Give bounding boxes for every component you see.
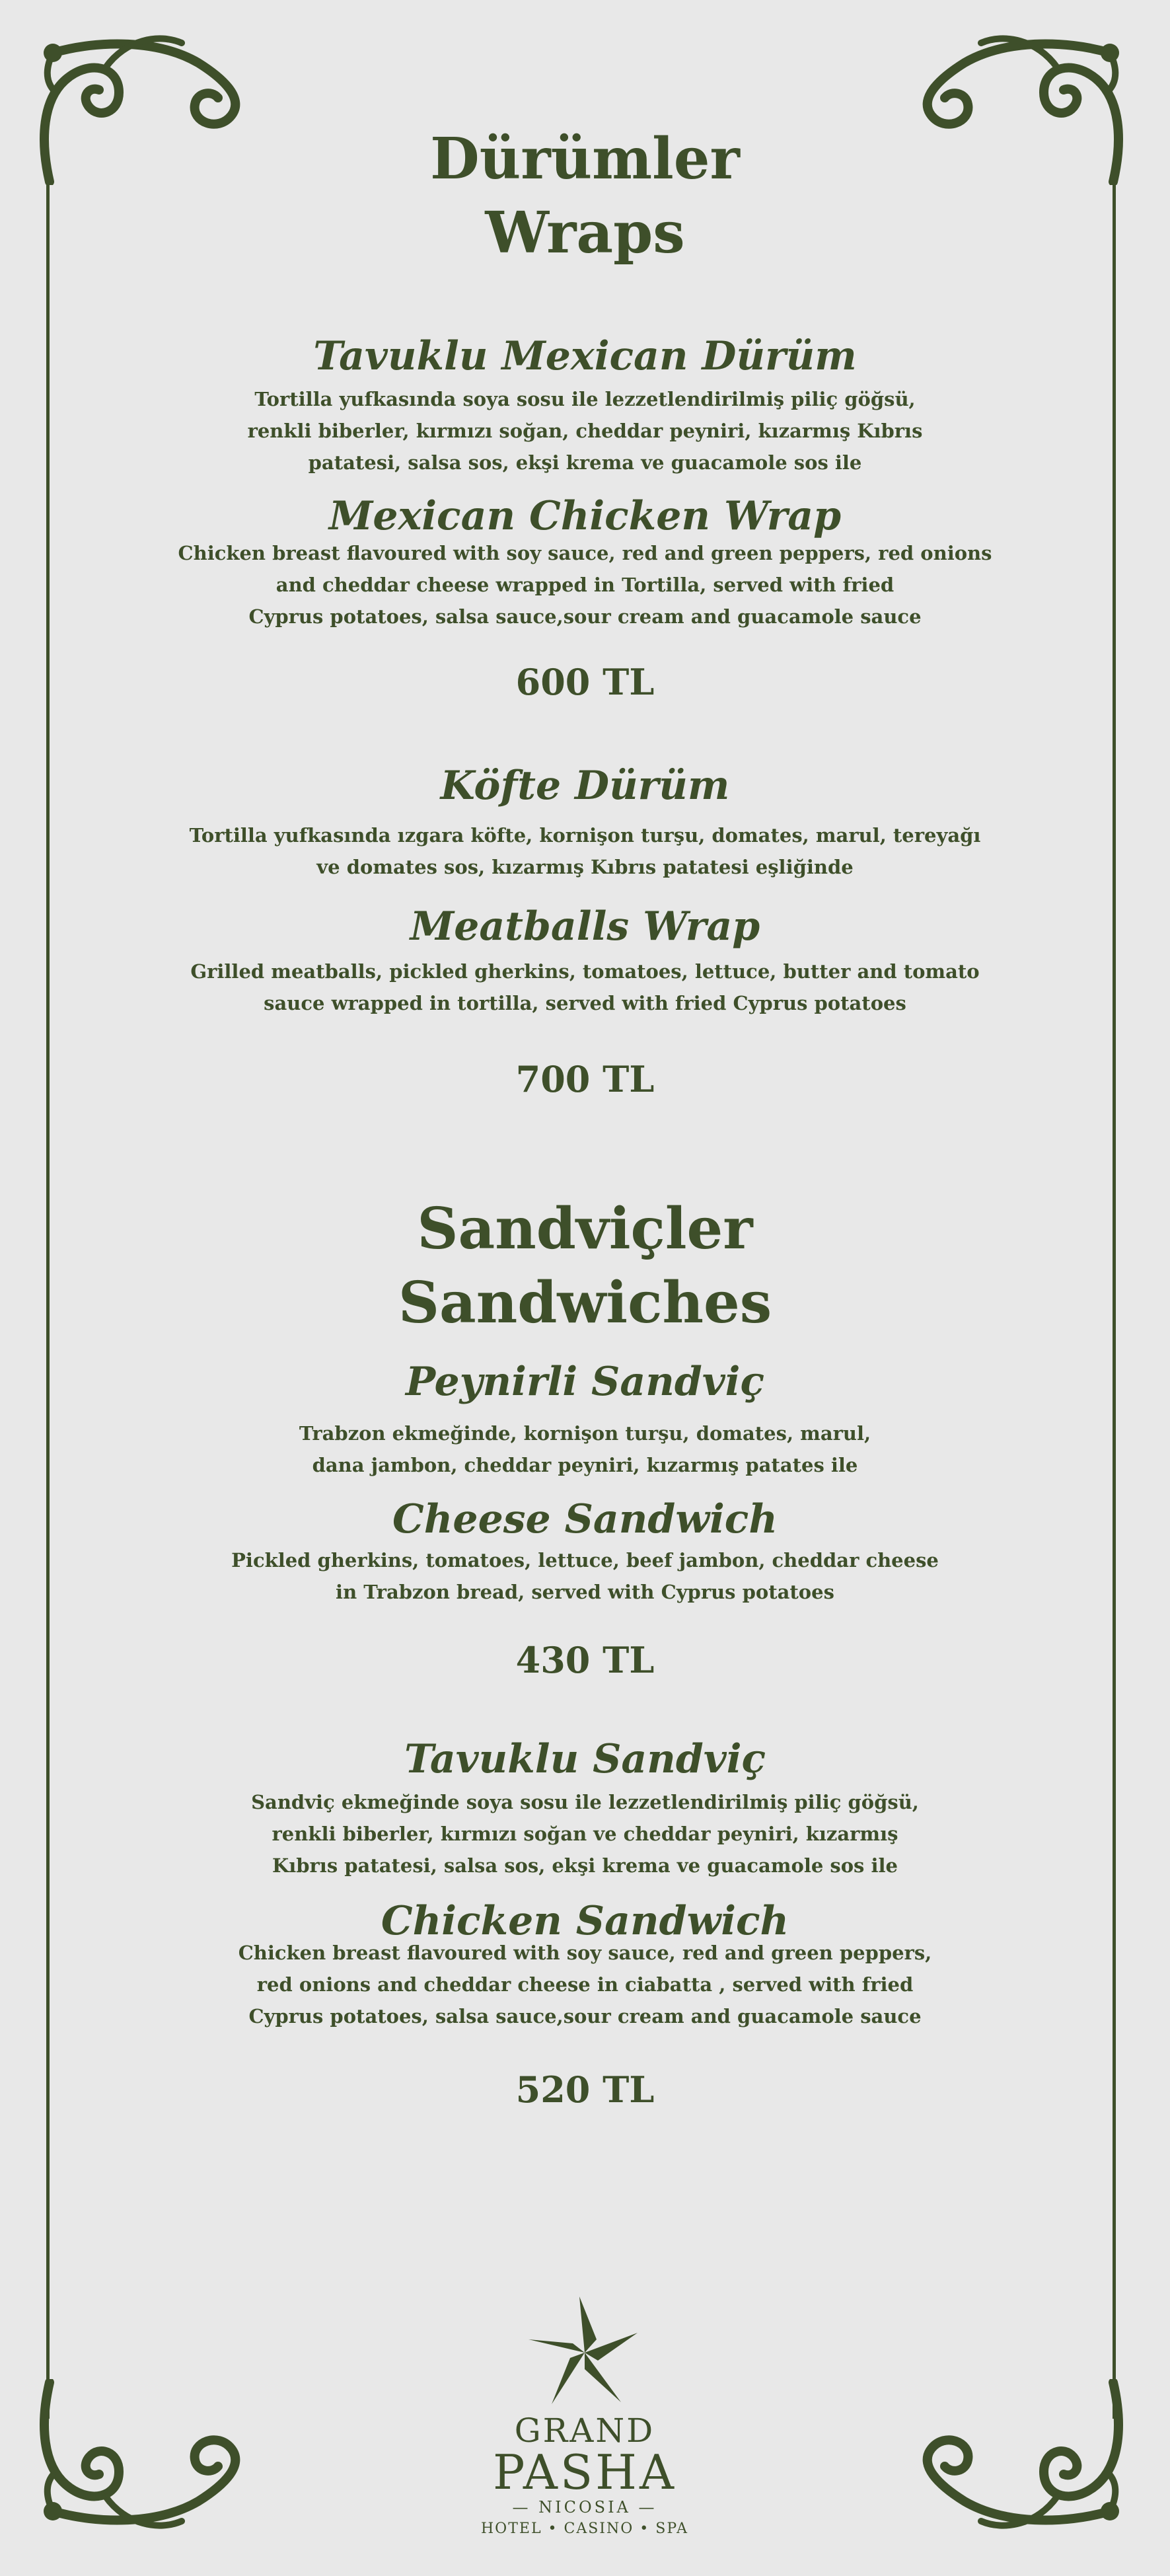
item-name-block bbox=[132, 492, 1038, 540]
item-name-en: Meatballs Wrap bbox=[410, 903, 760, 950]
item-desc-block bbox=[132, 819, 1038, 883]
item-price: 700 TL bbox=[515, 1058, 655, 1100]
item-desc-block bbox=[132, 1418, 1038, 1481]
item-desc-block bbox=[132, 537, 1038, 632]
section-title-en: Wraps bbox=[485, 200, 685, 266]
section-title-tr: Sandviçler bbox=[417, 1195, 753, 1262]
logo-text-grand: GRAND bbox=[514, 2411, 655, 2450]
section-sandwiches-heading bbox=[132, 1192, 1038, 1340]
menu-item-mexican-chicken-wrap bbox=[132, 332, 1038, 380]
item-desc-block bbox=[132, 1937, 1038, 2032]
item-desc-block bbox=[132, 1544, 1038, 1608]
item-description-en: Grilled meatballs, pickled gherkins, tomatoes, lettuce, butter and tomato sauce wrapped in tortilla, served with fried Cyprus potatoes bbox=[190, 960, 980, 1014]
item-price-block bbox=[132, 659, 1038, 705]
section-title-en: Sandwiches bbox=[398, 1269, 772, 1336]
frame-right-border bbox=[1113, 159, 1116, 2419]
item-desc-block bbox=[132, 956, 1038, 1019]
item-name-block bbox=[132, 903, 1038, 950]
item-desc-block bbox=[132, 383, 1038, 478]
section-title-tr: Dürümler bbox=[430, 126, 740, 192]
menu-item-meatballs-wrap bbox=[132, 762, 1038, 810]
logo-text-nicosia: — NICOSIA — bbox=[512, 2498, 657, 2517]
item-price: 600 TL bbox=[515, 661, 655, 703]
item-price: 430 TL bbox=[515, 1639, 655, 1681]
item-description-tr: Trabzon ekmeğinde, kornişon turşu, domates, marul, dana jambon, cheddar peyniri, kızarmış patates ile bbox=[299, 1422, 871, 1476]
item-name-tr: Köfte Dürüm bbox=[440, 763, 730, 809]
item-description-en: Pickled gherkins, tomatoes, lettuce, beef jambon, cheddar cheese in Trabzon bread, served with Cyprus potatoes bbox=[231, 1549, 939, 1603]
item-name-block bbox=[132, 1496, 1038, 1543]
logo-text-tagline: HOTEL • CASINO • SPA bbox=[480, 2520, 688, 2537]
item-desc-block bbox=[132, 1786, 1038, 1881]
item-description-tr: Sandviç ekmeğinde soya sosu ile lezzetlendirilmiş piliç göğsü, renkli biberler, kırmızı soğan ve cheddar peyniri, kızarmış Kıbrıs patatesi, salsa sos, ekşi krema ve guacamole sos ile bbox=[251, 1791, 919, 1877]
item-price-block bbox=[132, 1056, 1038, 1102]
item-price-block bbox=[132, 2066, 1038, 2113]
item-description-tr: Tortilla yufkasında ızgara köfte, kornişon turşu, domates, marul, tereyağı ve domates sos, kızarmış Kıbrıs patatesi eşliğinde bbox=[189, 824, 981, 878]
section-wraps-heading bbox=[132, 122, 1038, 270]
star-logo-icon bbox=[525, 2293, 644, 2412]
item-price: 520 TL bbox=[515, 2068, 655, 2111]
logo-text-pasha: PASHA bbox=[493, 2444, 676, 2500]
item-description-tr: Tortilla yufkasında soya sosu ile lezzetlendirilmiş piliç göğsü, renkli biberler, kırmızı soğan, cheddar peyniri, kızarmış Kıbrıs patatesi, salsa sos, ekşi krema ve guacamole sos ile bbox=[247, 388, 923, 474]
frame-left-border bbox=[46, 159, 50, 2419]
corner-ornament-bottom-left bbox=[26, 2379, 264, 2538]
menu-item-cheese-sandwich bbox=[132, 1358, 1038, 1406]
item-name-tr: Tavuklu Sandviç bbox=[404, 1736, 766, 1782]
item-description-en: Chicken breast flavoured with soy sauce, red and green peppers, red onions and cheddar cheese wrapped in Tortilla, served with fried Cyprus potatoes, salsa sauce,sour cream and guacamole sauce bbox=[178, 542, 992, 628]
item-description-en: Chicken breast flavoured with soy sauce, red and green peppers, red onions and cheddar cheese in ciabatta , served with fried Cyprus potatoes, salsa sauce,sour cream and guacamole sauce bbox=[238, 1942, 932, 2027]
item-name-en: Mexican Chicken Wrap bbox=[328, 493, 842, 539]
item-name-tr: Peynirli Sandviç bbox=[405, 1359, 765, 1405]
item-name-en: Chicken Sandwich bbox=[381, 1898, 789, 1944]
item-price-block bbox=[132, 1637, 1038, 1683]
corner-ornament-bottom-right bbox=[898, 2379, 1136, 2538]
grand-pasha-logo bbox=[453, 2293, 717, 2540]
item-name-en: Cheese Sandwich bbox=[392, 1496, 778, 1542]
item-name-tr: Tavuklu Mexican Dürüm bbox=[313, 333, 857, 379]
menu-item-chicken-sandwich bbox=[132, 1735, 1038, 1783]
